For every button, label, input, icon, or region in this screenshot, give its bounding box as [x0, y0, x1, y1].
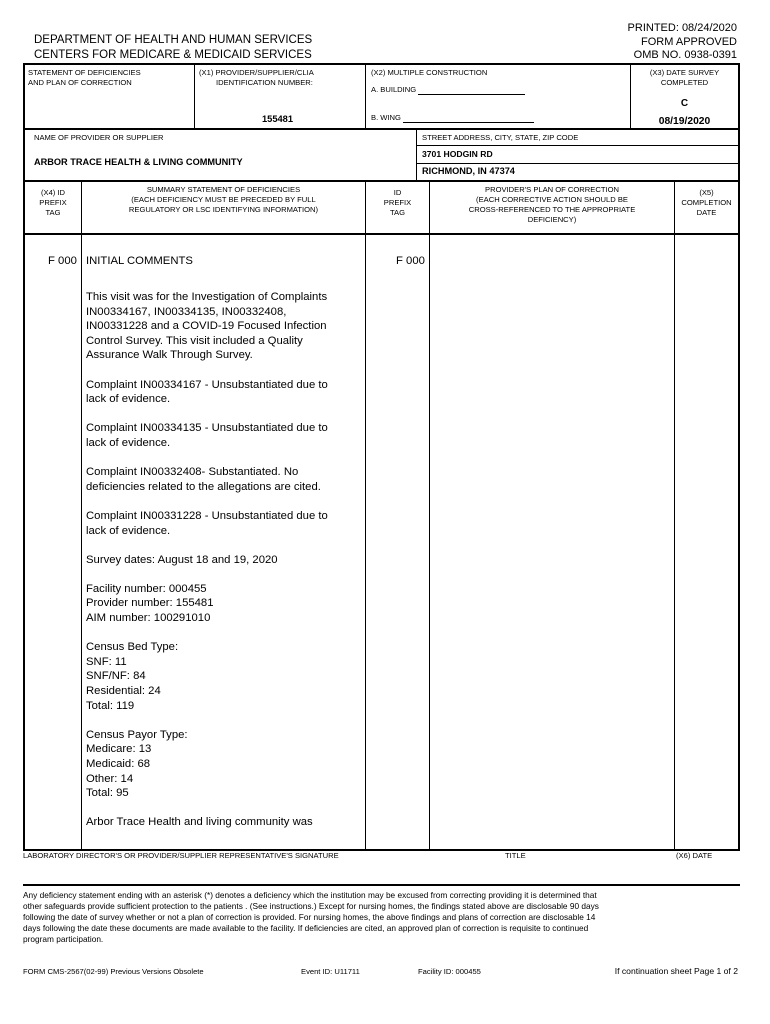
facility-id: Facility ID: 000455	[418, 967, 481, 976]
col-divider-plan	[674, 181, 675, 850]
address-line-1-rule	[416, 145, 739, 146]
printed-date: PRINTED: 08/24/2020	[627, 22, 737, 34]
paragraph: Complaint IN00332408- Substantiated. No deficiencies related to the allegations are cited.	[86, 466, 321, 493]
statement-label: STATEMENT OF DEFICIENCIES AND PLAN OF CORRECTION	[28, 68, 141, 87]
provider-name-label: NAME OF PROVIDER OR SUPPLIER	[34, 133, 164, 142]
left-prefix-tag: F 000	[48, 255, 77, 267]
box-row-divider	[23, 128, 740, 130]
col-divider-id	[429, 181, 430, 850]
x1-label: (X1) PROVIDER/SUPPLIER/CLIA IDENTIFICATION NUMBER:	[199, 68, 314, 87]
paragraph: Complaint IN00334167 - Unsubstantiated due to lack of evidence.	[86, 378, 328, 406]
building-field: A. BUILDING	[371, 85, 525, 95]
address-line-2-rule	[416, 163, 739, 164]
cms-name: CENTERS FOR MEDICARE & MEDICAID SERVICES	[34, 49, 312, 61]
wing-line	[403, 113, 534, 123]
address-label: STREET ADDRESS, CITY, STATE, ZIP CODE	[422, 133, 579, 142]
survey-completed-date: 08/19/2020	[658, 116, 711, 127]
paragraph: Survey dates: August 18 and 19, 2020	[86, 553, 278, 566]
omb-number: OMB NO. 0938-0391	[633, 49, 737, 61]
column-header-bottom-line	[23, 233, 740, 235]
signature-label: LABORATORY DIRECTOR'S OR PROVIDER/SUPPLIER REPRESENTATIVE'S SIGNATURE	[23, 851, 339, 860]
summary-body	[86, 290, 364, 845]
agency-header	[34, 33, 312, 63]
provider-id-number: 155481	[262, 114, 294, 124]
city-state-zip: RICHMOND, IN 47374	[422, 166, 515, 176]
initial-comments-heading: INITIAL COMMENTS	[86, 255, 193, 267]
x3-label: (X3) DATE SURVEY COMPLETED	[649, 68, 720, 87]
x5-header: (X5) COMPLETION DATE	[681, 188, 732, 217]
divider-x1	[194, 63, 195, 129]
paragraph: This visit was for the Investigation of Complaints IN00334167, IN00334135, IN00332408, IN00331228 and a COVID-19 Focused Infection Control Survey. This visit included a Quality Assurance Walk Through Survey.	[86, 291, 328, 362]
disclaimer-text: Any deficiency statement ending with an asterisk (*) denotes a deficiency which the institution may be excused from correcting providing it is determined that other safeguards provide sufficient protection to the patients . (See instructions.) Except for nursing homes, the findings stated above are disclosable 90 days following the date of survey whether or not a plan of correction is provided. For nursing homes, the above findings and plans of correction are disclosable 14 days following the date these documents are made available to the facility. If deficiencies are cited, an approved plan of correction is requisite to continued program participation.	[23, 890, 599, 944]
form-number: FORM CMS-2567(02-99) Previous Versions Obsolete	[23, 967, 204, 976]
form-approval-header	[628, 22, 737, 63]
right-prefix-tag: F 000	[396, 255, 425, 267]
id-header: ID PREFIX TAG	[383, 188, 412, 217]
form-approved: FORM APPROVED	[641, 35, 737, 48]
date-label: (X6) DATE	[676, 851, 713, 860]
wing-field: B. WING	[371, 113, 534, 123]
x4-header: (X4) ID PREFIX TAG	[39, 188, 67, 217]
divider-x2	[365, 63, 366, 129]
survey-code: C	[680, 98, 689, 109]
page-indicator: If continuation sheet Page 1 of 2	[614, 966, 738, 976]
title-label: TITLE	[505, 851, 526, 860]
street-address: 3701 HODGIN RD	[422, 149, 493, 159]
col-divider-x4	[81, 181, 82, 850]
paragraph: Census Bed Type: SNF: 11 SNF/NF: 84 Residential: 24 Total: 119	[86, 641, 179, 712]
plan-header: PROVIDER'S PLAN OF CORRECTION (EACH CORRECTIVE ACTION SHOULD BE CROSS-REFERENCED TO THE APPROPRIATE DEFICIENCY)	[468, 185, 636, 224]
paragraph: Arbor Trace Health and living community was	[86, 816, 313, 829]
x2-label: (X2) MULTIPLE CONSTRUCTION	[371, 68, 488, 77]
col-divider-summary	[365, 181, 366, 850]
event-id: Event ID: U11711	[301, 967, 360, 976]
signature-bottom-line	[23, 884, 740, 886]
column-header-top-line	[23, 180, 740, 182]
building-line	[418, 85, 525, 95]
dept-name: DEPARTMENT OF HEALTH AND HUMAN SERVICES	[34, 34, 313, 46]
paragraph: Facility number: 000455 Provider number: 155481 AIM number: 100291010	[86, 582, 214, 625]
paragraph: Complaint IN00331228 - Unsubstantiated due to lack of evidence.	[86, 509, 328, 537]
paragraph: Census Payor Type: Medicare: 13 Medicaid: 68 Other: 14 Total: 95	[86, 728, 188, 800]
paragraph: Complaint IN00334135 - Unsubstantiated due to lack of evidence.	[86, 422, 328, 449]
divider-address	[416, 129, 417, 181]
summary-header: SUMMARY STATEMENT OF DEFICIENCIES (EACH DEFICIENCY MUST BE PRECEDED BY FULL REGULATORY OR LSC IDENTIFYING INFORMATION)	[128, 185, 319, 214]
provider-name: ARBOR TRACE HEALTH & LIVING COMMUNITY	[34, 157, 243, 167]
frame-top-line	[23, 63, 740, 65]
